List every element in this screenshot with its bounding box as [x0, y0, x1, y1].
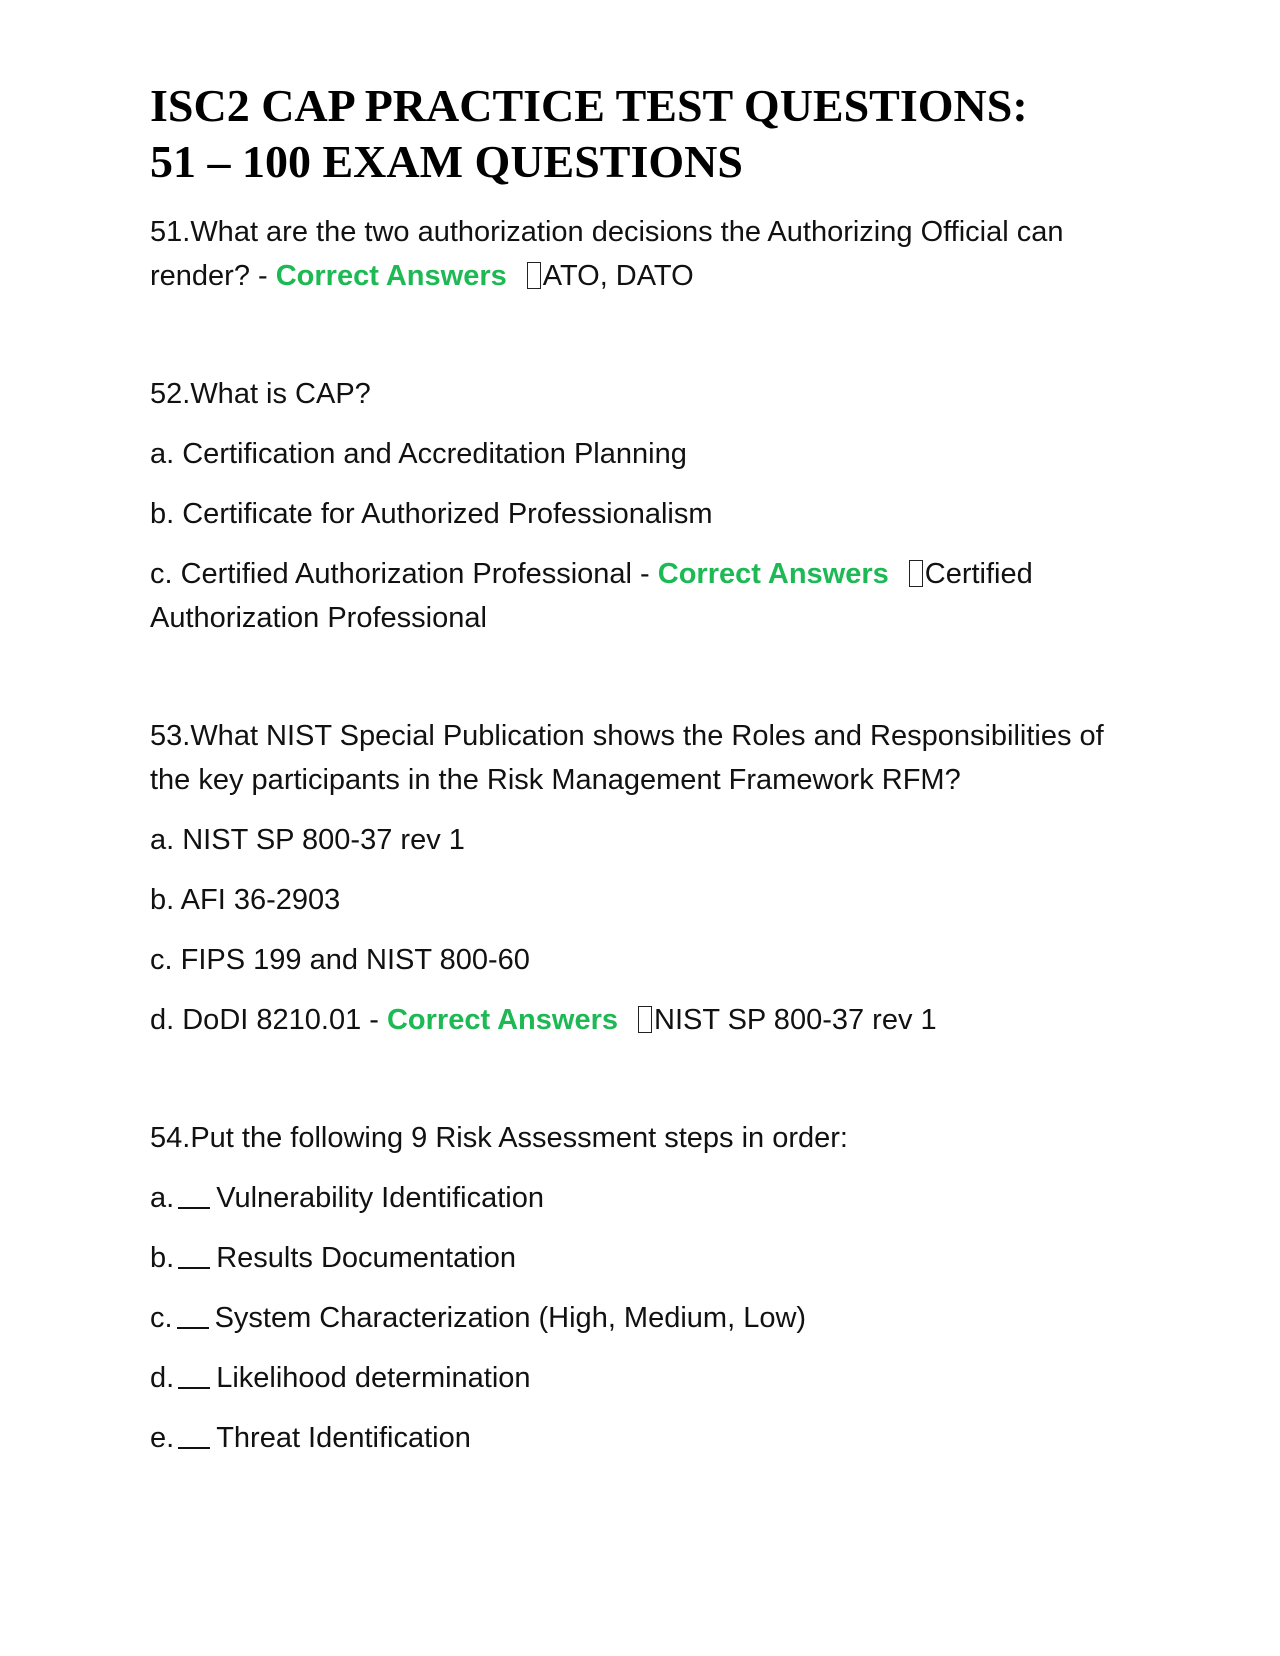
- list-item: [150, 1236, 1130, 1280]
- question-53-option-c: c. FIPS 199 and NIST 800-60: [150, 944, 530, 976]
- item-letter: b.: [150, 1242, 175, 1274]
- list-item: [150, 1176, 1130, 1220]
- item-text: Results Documentation: [216, 1242, 517, 1274]
- blank-line: [177, 1301, 209, 1329]
- question-52-option-c: [150, 552, 1130, 640]
- blank-line: [178, 1421, 210, 1449]
- item-letter: a.: [150, 1182, 175, 1214]
- list-item: [150, 1296, 1130, 1340]
- correct-answers-label: Correct Answers: [275, 260, 507, 292]
- title-line-2: 51 – 100 EXAM QUESTIONS: [150, 136, 743, 187]
- item-text: Threat Identification: [216, 1422, 471, 1454]
- question-53-option-d: [150, 998, 1130, 1042]
- question-51-answer: ATO, DATO: [542, 260, 694, 292]
- title-line-1: ISC2 CAP PRACTICE TEST QUESTIONS:: [150, 80, 1028, 131]
- question-53-answer: NIST SP 800-37 rev 1: [654, 1004, 937, 1036]
- item-text: Likelihood determination: [216, 1362, 531, 1394]
- question-53-option-b: b. AFI 36-2903: [150, 884, 341, 916]
- blank-line: [178, 1361, 210, 1389]
- question-52-option-b: b. Certificate for Authorized Professionalism: [150, 498, 713, 530]
- correct-answers-label: Correct Answers: [386, 1004, 618, 1036]
- blank-line: [178, 1181, 210, 1209]
- correct-answers-label: Correct Answers: [657, 558, 889, 590]
- missing-glyph-icon: [909, 560, 923, 587]
- list-item: [150, 1416, 1130, 1460]
- item-text: System Characterization (High, Medium, Low): [214, 1302, 807, 1334]
- question-51-text: 51.What are the two authorization decisions the Authorizing Official can render? -: [150, 216, 1064, 292]
- question-53: 53.What NIST Special Publication shows the Roles and Responsibilities of the key participants in the Risk Management Framework RFM?: [150, 720, 1104, 796]
- question-52-option-a: a. Certification and Accreditation Planning: [150, 438, 687, 470]
- list-item: [150, 1356, 1130, 1400]
- missing-glyph-icon: [638, 1006, 652, 1033]
- document-page: [150, 78, 1130, 1476]
- question-52-answer: Certified Authorization Professional: [150, 558, 1033, 634]
- question-52: 52.What is CAP?: [150, 378, 371, 410]
- missing-glyph-icon: [527, 262, 541, 289]
- blank-line: [178, 1241, 210, 1269]
- question-52-option-c-text: c. Certified Authorization Professional -: [150, 558, 658, 590]
- question-51: [150, 210, 1130, 298]
- item-letter: c.: [150, 1302, 173, 1334]
- item-letter: d.: [150, 1362, 175, 1394]
- item-text: Vulnerability Identification: [216, 1182, 544, 1214]
- question-53-option-a: a. NIST SP 800-37 rev 1: [150, 824, 465, 856]
- item-letter: e.: [150, 1422, 175, 1454]
- question-54: 54.Put the following 9 Risk Assessment steps in order:: [150, 1122, 848, 1154]
- document-title: [150, 78, 1130, 190]
- question-53-option-d-text: d. DoDI 8210.01 -: [150, 1004, 387, 1036]
